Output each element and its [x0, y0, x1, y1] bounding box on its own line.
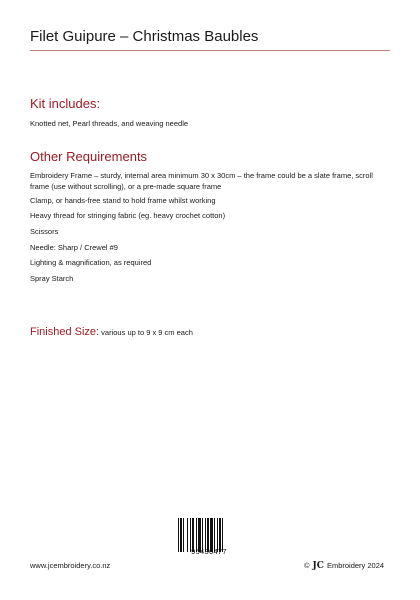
requirement-item: Clamp, or hands-free stand to hold frame whilst working [30, 196, 216, 205]
title-rule [30, 50, 390, 51]
copyright-icon: © [304, 561, 310, 570]
requirement-item: Needle: Sharp / Crewel #9 [30, 243, 118, 252]
footer-website[interactable]: www.jcembroidery.co.nz [30, 561, 111, 570]
finished-size [30, 322, 193, 340]
requirement-item: Embroidery Frame – sturdy, internal area minimum 30 x 30cm – the frame could be a slate frame, scroll frame (use without scrolling), or a pre-made square frame [30, 171, 373, 191]
kit-heading: Kit includes: [30, 96, 101, 111]
requirement-item: Heavy thread for stringing fabric (eg. heavy crochet cotton) [30, 211, 226, 220]
finished-size-value: various up to 9 x 9 cm each [99, 328, 193, 337]
footer-copyright [304, 561, 384, 571]
requirement-item: Scissors [30, 227, 59, 236]
jc-logo: JC [312, 561, 324, 571]
requirement-item: Lighting & magnification, as required [30, 258, 152, 267]
finished-size-label: Finished Size: [30, 326, 100, 338]
page-title: Filet Guipure – Christmas Baubles [30, 28, 259, 45]
barcode-number: 95436477 [191, 547, 227, 556]
footer-brand: Embroidery 2024 [326, 561, 385, 570]
kit-text: Knotted net, Pearl threads, and weaving needle [30, 119, 189, 128]
requirement-item: Spray Starch [30, 274, 74, 283]
requirements-heading: Other Requirements [30, 149, 148, 164]
